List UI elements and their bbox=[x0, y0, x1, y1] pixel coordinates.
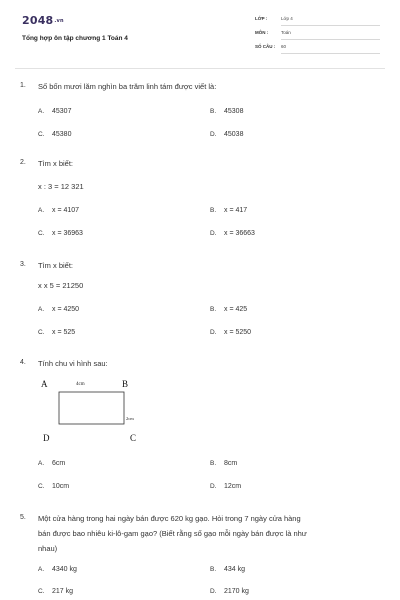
header-divider bbox=[15, 68, 385, 69]
vertex-a-label: A bbox=[41, 379, 48, 389]
option-text: x = 36663 bbox=[224, 230, 255, 237]
option-letter: A. bbox=[38, 207, 45, 214]
option-c[interactable] bbox=[38, 329, 75, 336]
question-text: Tìm x biết: bbox=[38, 261, 74, 270]
option-letter: C. bbox=[38, 483, 45, 490]
option-letter: B. bbox=[210, 460, 217, 467]
logo-suffix: .vn bbox=[54, 18, 64, 24]
option-text: 45380 bbox=[52, 131, 72, 138]
option-text: x = 525 bbox=[52, 329, 76, 336]
grade-underline bbox=[281, 25, 380, 26]
question-number: 4. bbox=[20, 359, 26, 366]
subject-underline bbox=[281, 39, 380, 40]
document-title: Tổng hợp ôn tập chương 1 Toán 4 bbox=[22, 35, 128, 42]
site-logo[interactable] bbox=[22, 14, 64, 27]
option-text: x = 425 bbox=[224, 306, 248, 313]
option-a[interactable] bbox=[38, 108, 71, 115]
grade-label: LỚP : bbox=[255, 16, 268, 21]
question-count-value: 60 bbox=[281, 44, 287, 49]
question-number: 5. bbox=[20, 514, 26, 521]
logo-text: 2048 bbox=[22, 14, 54, 27]
question-number: 1. bbox=[20, 82, 26, 89]
option-text: 12cm bbox=[224, 483, 242, 490]
option-d[interactable] bbox=[210, 131, 243, 138]
question-count-field bbox=[255, 42, 380, 56]
option-c[interactable] bbox=[38, 230, 83, 237]
option-text: 2170 kg bbox=[224, 588, 249, 595]
option-letter: B. bbox=[210, 566, 217, 573]
option-text: 434 kg bbox=[224, 566, 246, 573]
option-letter: D. bbox=[210, 588, 217, 595]
option-text: x = 36963 bbox=[52, 230, 83, 237]
vertex-b-label: B bbox=[122, 379, 129, 389]
subject-label: MÔN : bbox=[255, 30, 269, 35]
question-text-line: nhau) bbox=[38, 544, 58, 553]
question-number: 3. bbox=[20, 261, 26, 268]
option-letter: D. bbox=[210, 483, 217, 490]
option-c[interactable] bbox=[38, 131, 71, 138]
subject-field bbox=[255, 28, 380, 42]
vertex-d-label: D bbox=[43, 433, 50, 443]
option-b[interactable] bbox=[210, 460, 237, 467]
option-text: 45308 bbox=[224, 108, 244, 115]
option-d[interactable] bbox=[210, 329, 251, 336]
question-text: Tìm x biết: bbox=[38, 159, 74, 168]
grade-value: Lớp 4 bbox=[281, 16, 293, 21]
document-header bbox=[0, 0, 400, 72]
option-a[interactable] bbox=[38, 306, 79, 313]
option-text: x = 4107 bbox=[52, 207, 80, 214]
option-b[interactable] bbox=[210, 207, 247, 214]
option-b[interactable] bbox=[210, 306, 247, 313]
question-text: Tính chu vi hình sau: bbox=[38, 359, 108, 368]
rectangle-shape bbox=[59, 392, 124, 424]
option-letter: C. bbox=[38, 329, 45, 336]
option-text: 8cm bbox=[224, 460, 238, 467]
option-letter: A. bbox=[38, 306, 45, 313]
option-d[interactable] bbox=[210, 588, 249, 595]
option-letter: B. bbox=[210, 306, 217, 313]
vertex-c-label: C bbox=[130, 433, 137, 443]
option-text: 45307 bbox=[52, 108, 72, 115]
rectangle-figure bbox=[38, 376, 168, 448]
option-letter: B. bbox=[210, 108, 217, 115]
option-letter: B. bbox=[210, 207, 217, 214]
option-a[interactable] bbox=[38, 207, 79, 214]
option-letter: C. bbox=[38, 230, 45, 237]
question-count-underline bbox=[281, 53, 380, 54]
question-expression: x x 5 = 21250 bbox=[38, 281, 84, 290]
option-letter: A. bbox=[38, 566, 45, 573]
option-letter: C. bbox=[38, 131, 45, 138]
option-text: 45038 bbox=[224, 131, 244, 138]
grade-field bbox=[255, 14, 380, 28]
question-text-line: bán được bao nhiêu ki-lô-gam gạo? (Biết rằng số gạo mỗi ngày bán được là như bbox=[38, 529, 307, 538]
option-text: x = 4250 bbox=[52, 306, 80, 313]
option-letter: C. bbox=[38, 588, 45, 595]
option-text: x = 5250 bbox=[224, 329, 252, 336]
option-text: 6cm bbox=[52, 460, 66, 467]
option-a[interactable] bbox=[38, 460, 65, 467]
option-text: 10cm bbox=[52, 483, 70, 490]
option-letter: D. bbox=[210, 230, 217, 237]
width-label: 4cm bbox=[76, 382, 85, 387]
option-text: x = 417 bbox=[224, 207, 248, 214]
option-a[interactable] bbox=[38, 566, 77, 573]
question-count-label: SỐ CÂU : bbox=[255, 44, 276, 49]
option-letter: A. bbox=[38, 108, 45, 115]
option-b[interactable] bbox=[210, 108, 243, 115]
option-letter: D. bbox=[210, 329, 217, 336]
rectangle-diagram bbox=[38, 376, 168, 448]
option-letter: A. bbox=[38, 460, 45, 467]
option-text: 4340 kg bbox=[52, 566, 77, 573]
option-d[interactable] bbox=[210, 483, 241, 490]
option-letter: D. bbox=[210, 131, 217, 138]
question-text: Số bốn mươi lăm nghìn ba trăm linh tám được viết là: bbox=[38, 82, 217, 91]
option-d[interactable] bbox=[210, 230, 255, 237]
question-text-line: Một cửa hàng trong hai ngày bán được 620 kg gạo. Hỏi trong 7 ngày cửa hàng bbox=[38, 514, 301, 523]
subject-value: Toán bbox=[281, 30, 291, 35]
height-label: 2cm bbox=[126, 416, 134, 421]
option-c[interactable] bbox=[38, 588, 73, 595]
option-c[interactable] bbox=[38, 483, 69, 490]
option-text: 217 kg bbox=[52, 588, 74, 595]
question-expression: x : 3 = 12 321 bbox=[38, 182, 84, 191]
question-number: 2. bbox=[20, 159, 26, 166]
option-b[interactable] bbox=[210, 566, 245, 573]
